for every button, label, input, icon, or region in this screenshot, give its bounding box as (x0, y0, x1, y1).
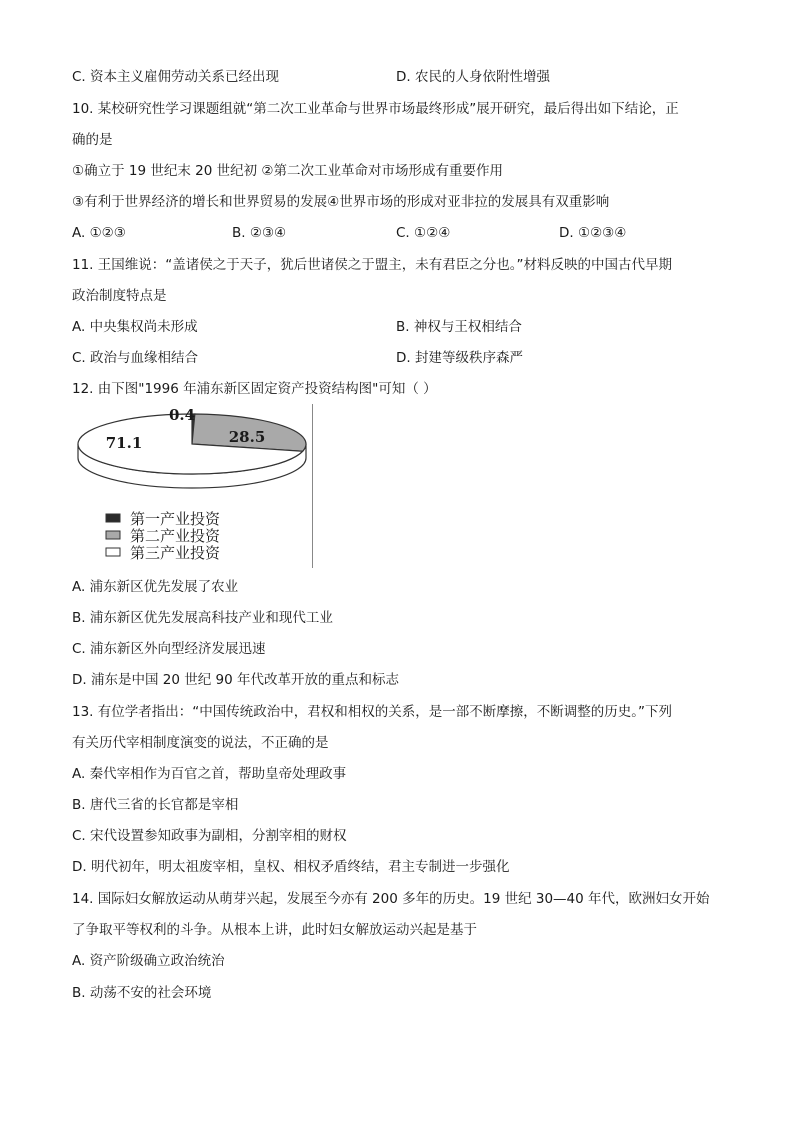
q13-option-d: D. 明代初年，明太祖废宰相，皇权、相权矛盾终结，君主专制进一步强化 (72, 859, 510, 875)
pie-value-label-3: 71.1 (105, 434, 143, 452)
legend-label-1: 第一产业投资 (130, 510, 221, 528)
q13-option-b: B. 唐代三省的长官都是宰相 (72, 797, 239, 813)
pie-value-label-1: 0.4 (168, 406, 196, 424)
q11-option-a: A. 中央集权尚未形成 (72, 319, 198, 335)
q11-stem-line2: 政治制度特点是 (72, 288, 167, 304)
q13-stem-line1: 13. 有位学者指出：“中国传统政治中，君权和相权的关系，是一部不断摩擦，不断调整的历史。”下列 (72, 704, 672, 720)
pie-chart (72, 404, 316, 570)
q10-option-d: D. ①②③④ (559, 225, 627, 241)
legend-swatch-2 (106, 531, 120, 539)
q9-option-d: D. 农民的人身依附性增强 (396, 69, 550, 85)
legend-label-2: 第二产业投资 (130, 527, 221, 545)
q10-statements-2: ③有利于世界经济的增长和世界贸易的发展④世界市场的形成对亚非拉的发展具有双重影响 (72, 194, 610, 210)
q12-option-d: D. 浦东是中国 20 世纪 90 年代改革开放的重点和标志 (72, 672, 399, 688)
q10-stem-line2: 确的是 (72, 132, 113, 148)
q12-option-a: A. 浦东新区优先发展了农业 (72, 579, 239, 595)
q13-option-a: A. 秦代宰相作为百官之首，帮助皇帝处理政事 (72, 766, 347, 782)
figure-divider (312, 404, 313, 568)
q10-option-a: A. ①②③ (72, 225, 126, 241)
pie-chart-figure (72, 404, 316, 570)
q12-option-b: B. 浦东新区优先发展高科技产业和现代工业 (72, 610, 333, 626)
q14-option-a: A. 资产阶级确立政治统治 (72, 953, 225, 969)
q12-stem: 12. 由下图"1996 年浦东新区固定资产投资结构图"可知（ ） (72, 381, 437, 397)
q13-stem-line2: 有关历代宰相制度演变的说法，不正确的是 (72, 735, 329, 751)
q10-stem-line1: 10. 某校研究性学习课题组就“第二次工业革命与世界市场最终形成”展开研究，最后得出如下结论，正 (72, 101, 679, 117)
q11-option-c: C. 政治与血缘相结合 (72, 350, 199, 366)
q11-option-b: B. 神权与王权相结合 (396, 319, 522, 335)
legend-swatch-3 (106, 548, 120, 556)
q12-option-c: C. 浦东新区外向型经济发展迅速 (72, 641, 266, 657)
q11-stem-line1: 11. 王国维说：“盖诸侯之于天子，犹后世诸侯之于盟主，未有君臣之分也。”材料反映的中国古代早期 (72, 257, 672, 273)
legend-swatch-1 (106, 514, 120, 522)
pie-value-label-2: 28.5 (228, 428, 266, 446)
q14-stem-line2: 了争取平等权利的斗争。从根本上讲，此时妇女解放运动兴起是基于 (72, 922, 477, 938)
q13-option-c: C. 宋代设置参知政事为副相，分割宰相的财权 (72, 828, 347, 844)
q10-option-b: B. ②③④ (232, 225, 287, 241)
q9-option-c: C. 资本主义雇佣劳动关系已经出现 (72, 69, 280, 85)
q10-option-c: C. ①②④ (396, 225, 451, 241)
q11-option-d: D. 封建等级秩序森严 (396, 350, 523, 366)
q14-stem-line1: 14. 国际妇女解放运动从萌芽兴起，发展至今亦有 200 多年的历史。19 世纪 30—40 年代，欧洲妇女开始 (72, 891, 710, 907)
q10-statements-1: ①确立于 19 世纪末 20 世纪初 ②第二次工业革命对市场形成有重要作用 (72, 163, 504, 179)
legend-label-3: 第三产业投资 (130, 544, 221, 562)
q14-option-b: B. 动荡不安的社会环境 (72, 985, 212, 1001)
